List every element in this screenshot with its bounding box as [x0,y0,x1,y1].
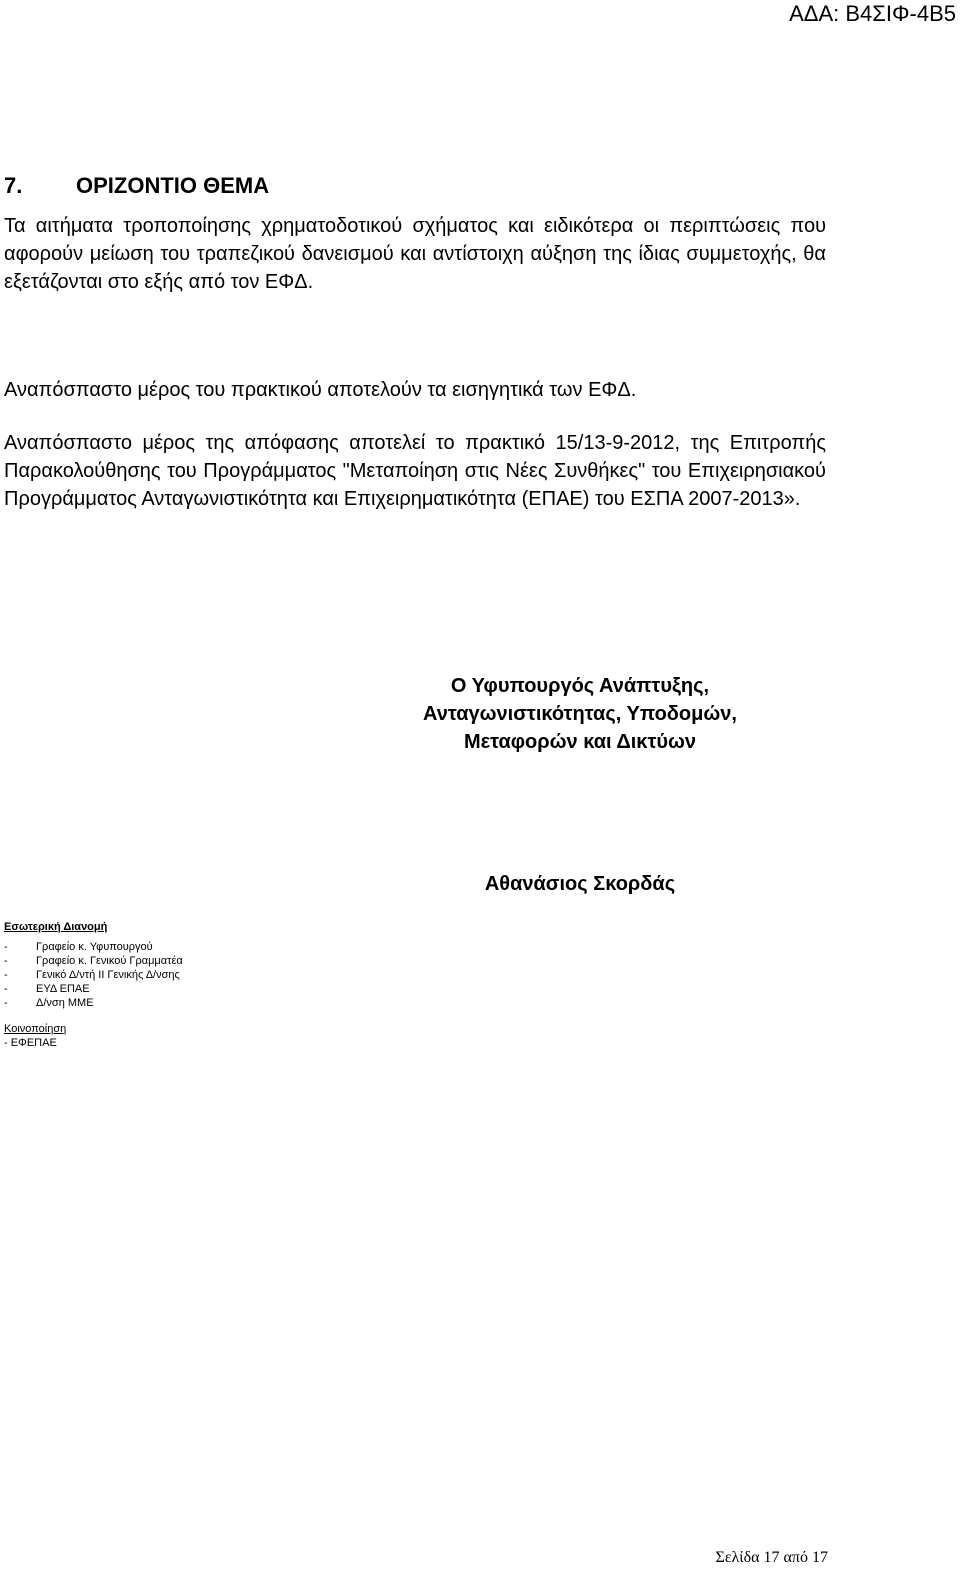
internal-distribution-title: Εσωτερική Διανομή [4,921,108,933]
list-item: - Γενικό Δ/ντή ΙΙ Γενικής Δ/νσης [4,969,180,981]
list-item: - Γραφείο κ. Υφυπουργού [4,941,153,953]
paragraph-decision-minutes: Αναπόσπαστο μέρος της απόφασης αποτελεί το πρακτικό 15/13-9-2012, της Επιτροπής Παρακολούθησης του Προγράμματος "Μεταποίηση στις Νέες Συνθήκες" του Επιχειρησιακού Προγράμματος Ανταγωνιστικότητα και Επιχειρηματικότητα (ΕΠΑΕ) του ΕΣΠΑ 2007-2013». [4,432,826,510]
section-title-text: ΟΡΙΖΟΝΤΙΟ ΘΕΜΑ [76,173,270,198]
signature-line-2: Ανταγωνιστικότητας, Υποδομών, [423,703,737,725]
ada-code: ΑΔΑ: Β4ΣΙΦ-4Β5 [789,1,956,26]
signature-line-3: Μεταφορών και Δικτύων [463,731,697,753]
section-title [4,172,269,200]
list-item: - Δ/νση ΜΜΕ [4,997,94,1009]
page-number: Σελίδα 17 από 17 [715,1549,828,1566]
paragraph-minutes-reports: Αναπόσπαστο μέρος του πρακτικού αποτελούν τα εισηγητικά των ΕΦΔ. [4,379,637,401]
internal-distribution [4,920,183,1010]
internal-distribution-list [4,940,183,1010]
paragraph-amendment-requests: Τα αιτήματα τροποποίησης χρηματοδοτικού σχήματος και ειδικότερα οι περιπτώσεις που αφορούν μείωση του τραπεζικού δανεισμού και αντίστοιχη αύξηση της ίδιας συμμετοχής, θα εξετάζονται στο εξής από τον ΕΦΔ. [4,215,826,293]
list-item: - Γραφείο κ. Γενικού Γραμματέα [4,955,183,967]
notification-block [4,1022,66,1050]
signature-line-1: Ο Υφυπουργός Ανάπτυξης, [450,675,710,697]
list-item: - ΕΥΔ ΕΠΑΕ [4,983,90,995]
notification-item: - ΕΦΕΠΑΕ [4,1037,57,1049]
section-number: 7. [4,173,23,198]
signature-title [320,672,840,756]
notification-title: Κοινοποίηση [4,1023,67,1035]
signer-name: Αθανάσιος Σκορδάς [484,873,676,895]
